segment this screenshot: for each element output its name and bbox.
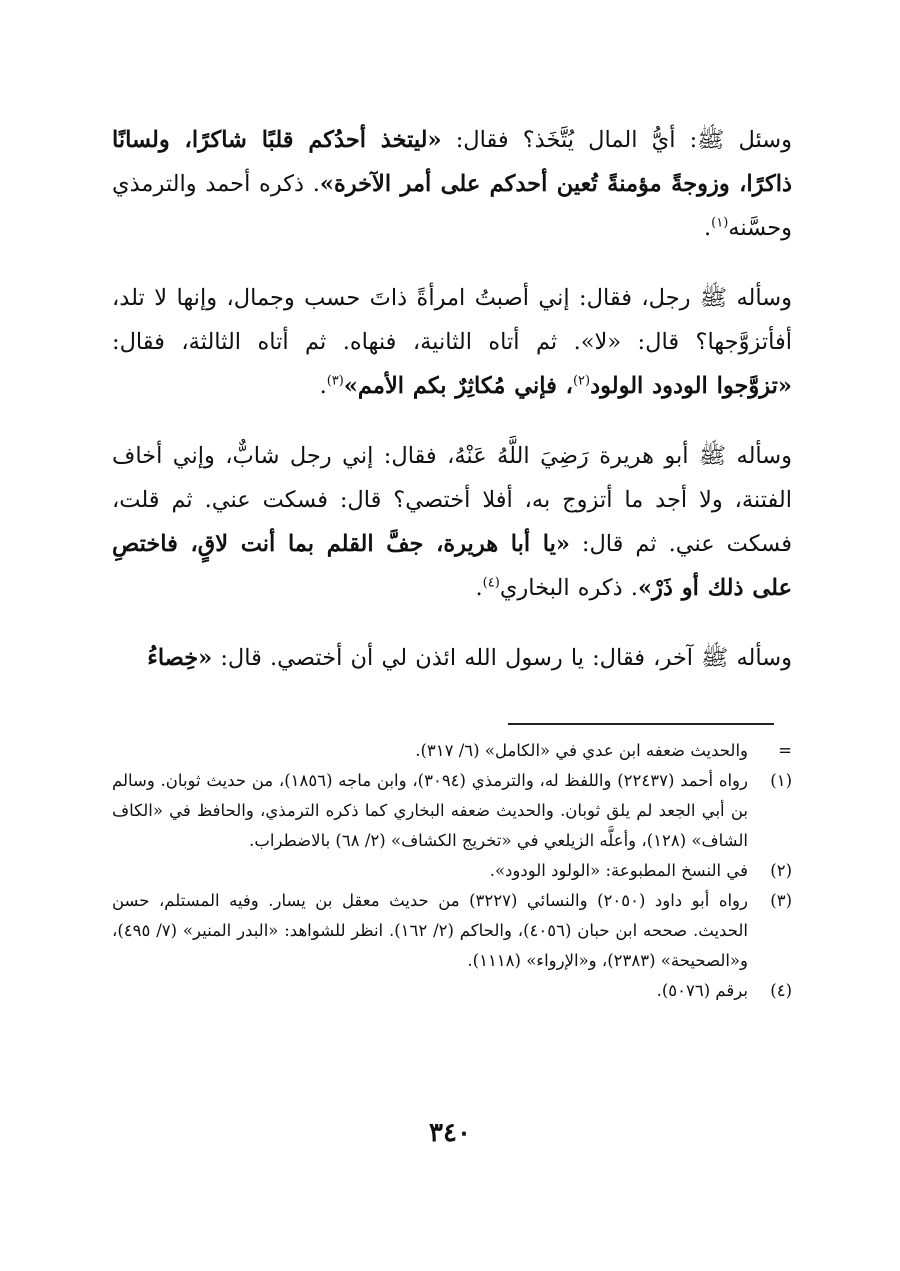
page-number: ٣٤٠ xyxy=(429,1118,471,1148)
footnote-text: رواه أحمد (٢٢٤٣٧) واللفظ له، والترمذي (٣٠٩٤)، وابن ماجه (١٨٥٦)، من حديث ثوبان. وسالم بن أبي الجعد لم يلق ثوبان. والحديث ضعفه البخاري كما ذكره الترمذي، والحافظ في «الكاف الشاف» (١٢٨)، وأعلَّه الزيلعي في «تخريج الكشاف» (٢/ ٦٨) بالاضطراب. xyxy=(112,771,748,850)
footnote-ref[interactable]: (٣) xyxy=(326,373,344,389)
paragraph-4 xyxy=(112,636,792,680)
footnote-ref[interactable]: (٢) xyxy=(572,373,591,389)
text-run: . xyxy=(319,373,327,399)
text-run: وسأله ﷺ رجل، فقال: إني أصبتُ امرأةً ذاتَ حسب وجمال، وإنها لا تلد، أفأتزوَّجها؟ قال: «لا». ثم أتاه الثانية، فنهاه. ثم أتاه الثالثة، فقال: xyxy=(112,285,792,355)
text-run: . xyxy=(475,575,483,601)
paragraph-3 xyxy=(112,434,792,610)
text-run: وسأله ﷺ آخر، فقال: يا رسول الله ائذن لي أن أختصي. قال: xyxy=(212,645,792,671)
footnote-continuation xyxy=(112,736,792,766)
footnote-1 xyxy=(112,766,792,856)
text-run: . xyxy=(704,215,712,241)
footnote-divider xyxy=(508,723,774,725)
hadith-quote: ، فإني مُكاثِرٌ بكم الأمم» xyxy=(343,373,573,399)
text-run: وسأله ﷺ أبو هريرة رَضِيَ اللَّهُ عَنْهُ، فقال: إني رجل شابٌّ، وإني أخاف الفتنة، ولا أجد ما أتزوج به، أفلا أختصي؟ قال: فسكت عني. ثم قلت، فسكت عني. ثم قال: xyxy=(112,443,792,557)
hadith-quote: «يا أبا هريرة، جفَّ القلم بما أنت لاقٍ، فاختصِ على ذلك أو ذَرْ» xyxy=(112,531,792,601)
paragraph-1 xyxy=(112,118,792,250)
footnote-ref[interactable]: (٤) xyxy=(482,575,500,591)
footnote-number: (٢) xyxy=(770,861,792,880)
hadith-quote: «تزوَّجوا الودود الولود xyxy=(590,373,792,399)
footnote-number: (١) xyxy=(770,771,792,790)
footnotes xyxy=(112,736,792,1006)
footnote-ref[interactable]: (١) xyxy=(711,215,729,231)
footnote-text: في النسخ المطبوعة: «الولود الودود». xyxy=(489,861,748,880)
text-run: . ذكره أحمد والترمذي وحسَّنه xyxy=(112,171,792,241)
footnote-4 xyxy=(112,976,792,1006)
footnote-3 xyxy=(112,886,792,976)
paragraph-2 xyxy=(112,276,792,408)
footnote-number: = xyxy=(778,741,792,760)
footnote-text: والحديث ضعفه ابن عدي في «الكامل» (٦/ ٣١٧). xyxy=(415,741,748,760)
footnote-number: (٣) xyxy=(770,891,792,910)
text-run: . ذكره البخاري xyxy=(499,575,638,601)
hadith-quote: «خِصاءُ xyxy=(147,645,213,671)
footnote-text: برقم (٥٠٧٦). xyxy=(656,981,748,1000)
footnote-number: (٤) xyxy=(770,981,792,1000)
main-text xyxy=(112,118,792,706)
footnote-2 xyxy=(112,856,792,886)
footnote-text: رواه أبو داود (٢٠٥٠) والنسائي (٣٢٢٧) من حديث معقل بن يسار. وفيه المستلم، حسن الحديث. صححه ابن حبان (٤٠٥٦)، والحاكم (٢/ ١٦٢). انظر للشواهد: «البدر المنير» (٧/ ٤٩٥)، و«الصحيحة» (٢٣٨٣)، و«الإرواء» (١١١٨). xyxy=(112,891,748,970)
hadith-quote: «ليتخذ أحدُكم قلبًا شاكرًا، ولسانًا ذاكرًا، وزوجةً مؤمنةً تُعين أحدكم على أمر الآخرة» xyxy=(112,127,793,197)
text-run: وسئل ﷺ: أيُّ المال يُتَّخَذ؟ فقال: xyxy=(441,127,792,153)
